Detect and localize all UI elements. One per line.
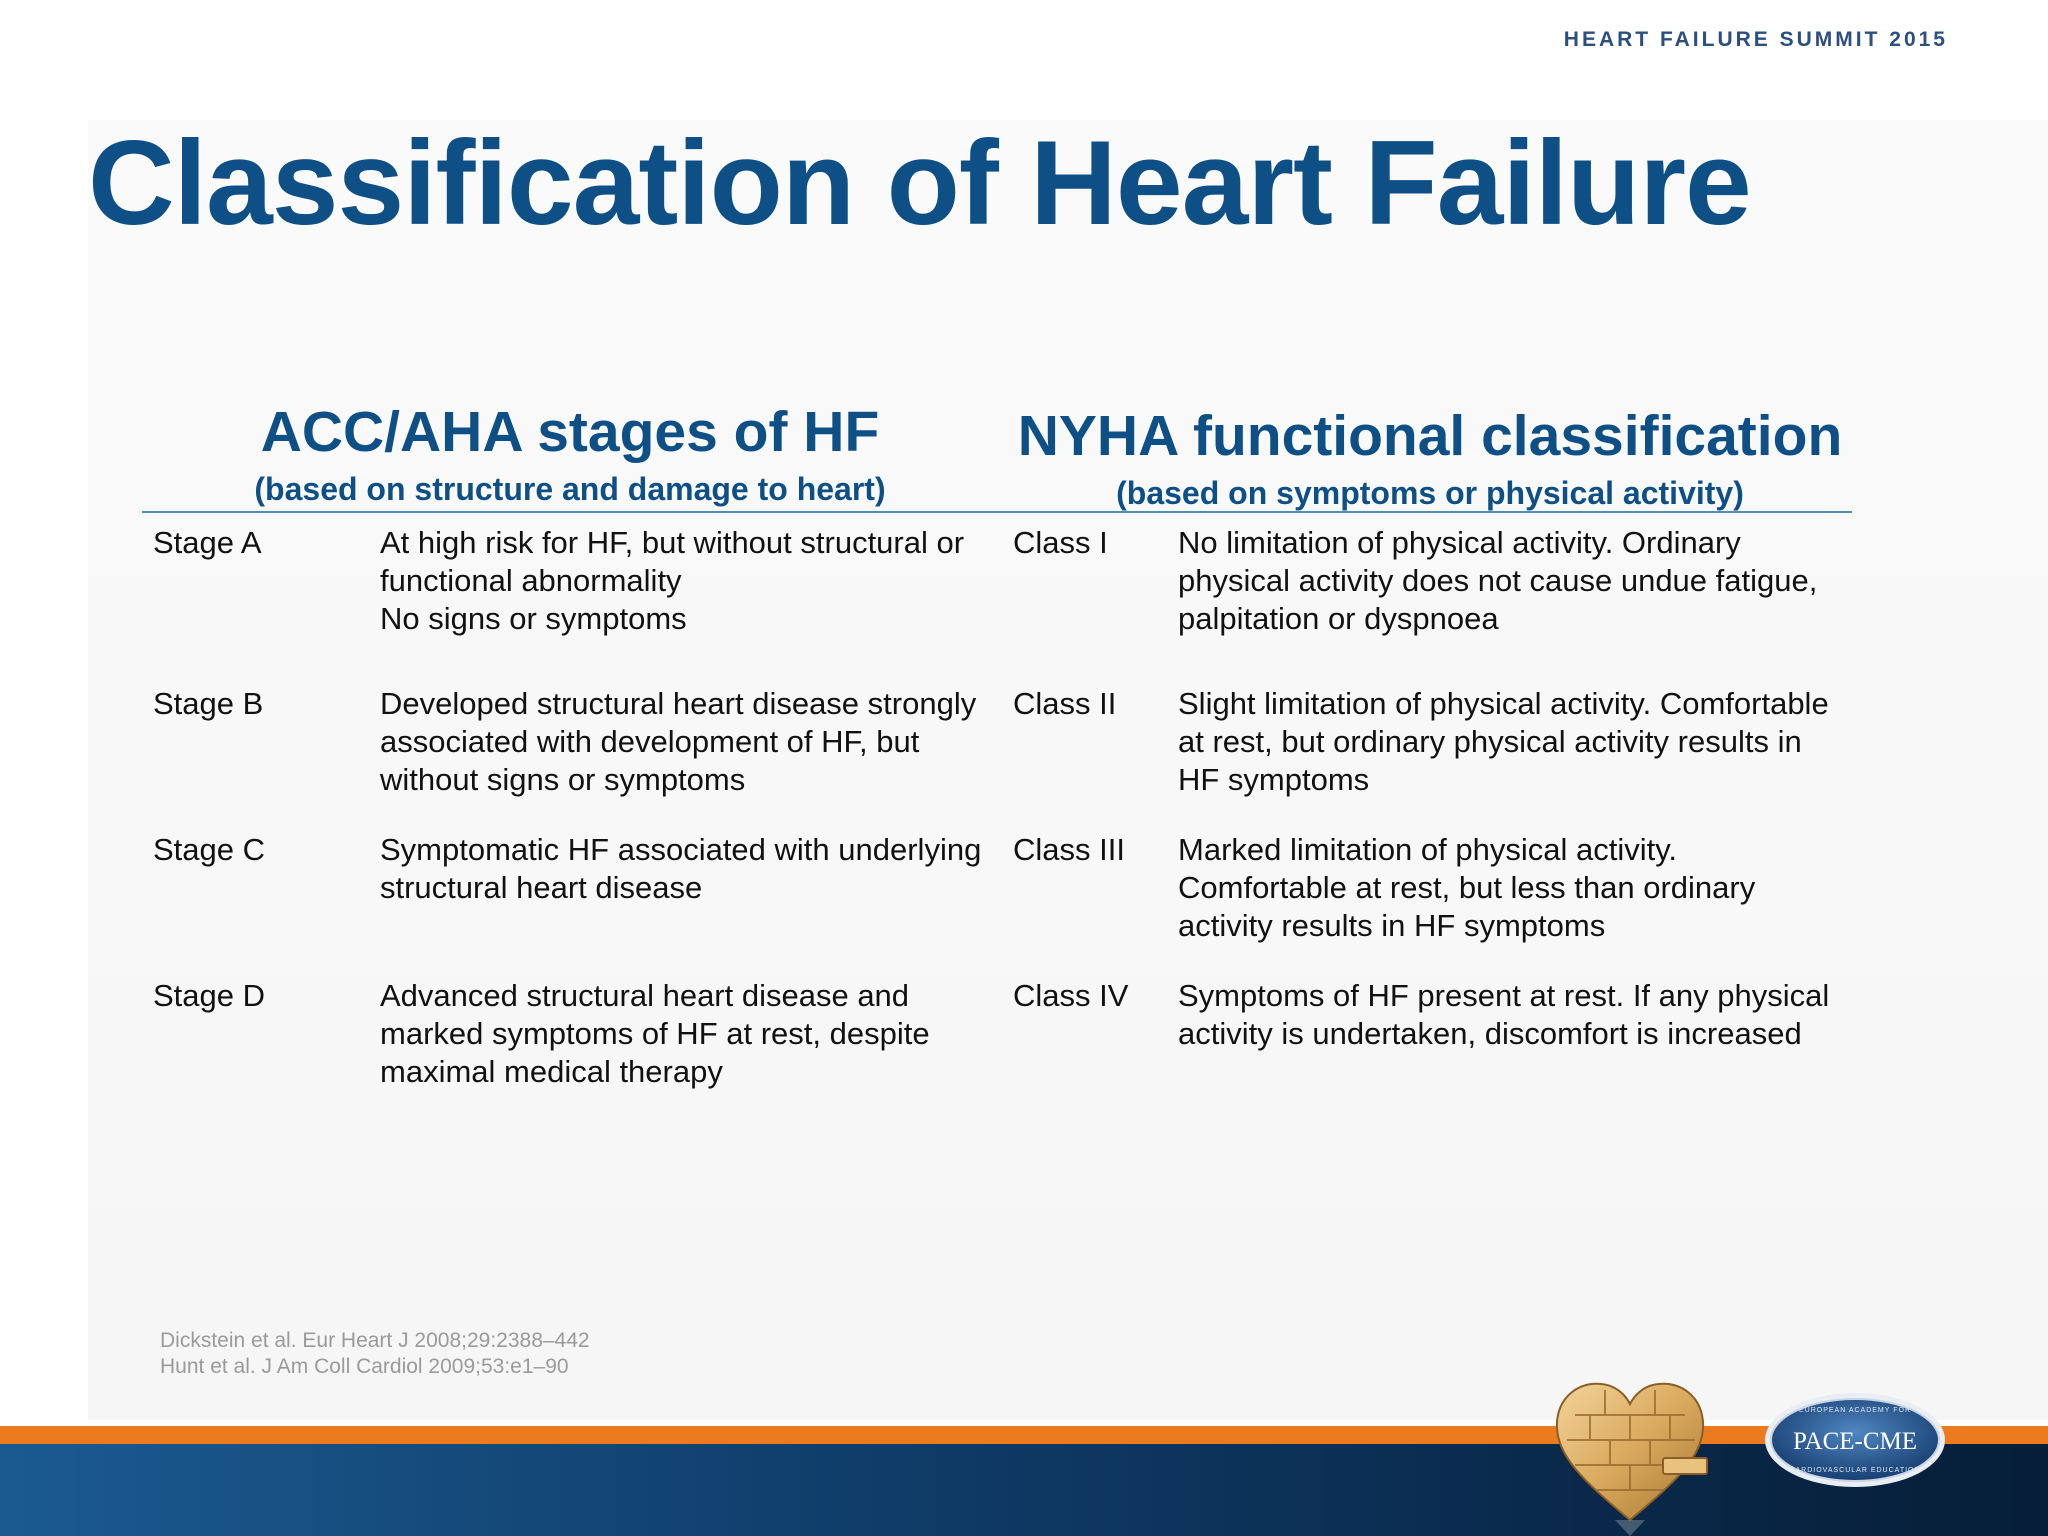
nyha-subheading: (based on symptoms or physical activity) <box>1116 475 1744 511</box>
text-line: at rest, but ordinary physical activity results in <box>1178 724 1802 759</box>
text-line: Symptoms of HF present at rest. If any physical <box>1178 978 1830 1013</box>
class-label: Class II <box>1013 686 1117 721</box>
acc-aha-heading-block <box>140 400 1000 508</box>
class-description <box>1178 524 1868 638</box>
text-line: associated with development of HF, but <box>380 724 920 759</box>
text-line: activity results in HF symptoms <box>1178 908 1606 943</box>
class-description <box>1178 831 1868 945</box>
text-line: Comfortable at rest, but less than ordinary <box>1178 870 1756 905</box>
class-description <box>1178 685 1868 799</box>
footer-bar <box>0 1444 2048 1536</box>
stage-label: Stage C <box>153 832 266 867</box>
puzzle-heart-icon <box>1545 1370 1715 1536</box>
stage-label: Stage A <box>153 525 262 560</box>
stage-label: Stage D <box>153 978 266 1013</box>
reference-line: Hunt et al. J Am Coll Cardiol 2009;53:e1–90 <box>160 1355 569 1378</box>
text-line: At high risk for HF, but without structural or <box>380 525 965 560</box>
text-line: marked symptoms of HF at rest, despite <box>380 1016 930 1051</box>
text-line: palpitation or dyspnoea <box>1178 601 1499 636</box>
header-divider <box>142 511 1852 513</box>
acc-aha-subheading: (based on structure and damage to heart) <box>254 471 886 507</box>
text-line: No limitation of physical activity. Ordinary <box>1178 525 1741 560</box>
text-line: structural heart disease <box>380 870 703 905</box>
text-line: activity is undertaken, discomfort is increased <box>1178 1016 1802 1051</box>
reference-line: Dickstein et al. Eur Heart J 2008;29:2388–442 <box>160 1329 590 1352</box>
text-line: functional abnormality <box>380 563 682 598</box>
class-description <box>1178 977 1868 1053</box>
logo-arc-bottom: CARDIOVASCULAR EDUCATION <box>1789 1467 1921 1474</box>
class-label: Class IV <box>1013 978 1129 1013</box>
text-line: Marked limitation of physical activity. <box>1178 832 1678 867</box>
footer-accent-bar <box>0 1426 2048 1444</box>
class-label: Class III <box>1013 832 1125 867</box>
pace-cme-logo <box>1762 1390 1948 1495</box>
stage-label: Stage B <box>153 686 264 721</box>
nyha-heading-block <box>1000 404 1860 512</box>
references <box>160 1328 590 1380</box>
logo-arc-top: EUROPEAN ACADEMY FOR <box>1798 1407 1912 1414</box>
text-line: Developed structural heart disease strongly <box>380 686 977 721</box>
acc-aha-heading: ACC/AHA stages of HF <box>260 400 880 464</box>
slide-title: Classification of Heart Failure <box>88 116 1751 250</box>
text-line: without signs or symptoms <box>380 762 746 797</box>
stage-description <box>380 524 1000 638</box>
stage-description <box>380 831 1000 907</box>
text-line: HF symptoms <box>1178 762 1370 797</box>
summit-label: HEART FAILURE SUMMIT 2015 <box>1563 28 1948 51</box>
nyha-heading: NYHA functional classification <box>1017 404 1843 468</box>
text-line: Advanced structural heart disease and <box>380 978 910 1013</box>
class-label: Class I <box>1013 525 1108 560</box>
logo-text: PACE-CME <box>1792 1428 1918 1455</box>
text-line: physical activity does not cause undue fatigue, <box>1178 563 1818 598</box>
stage-description <box>380 685 1000 799</box>
text-line: Symptomatic HF associated with underlying <box>380 832 982 867</box>
stage-description <box>380 977 1000 1091</box>
text-line: No signs or symptoms <box>380 601 687 636</box>
text-line: maximal medical therapy <box>380 1054 723 1089</box>
text-line: Slight limitation of physical activity. Comfortable <box>1178 686 1829 721</box>
